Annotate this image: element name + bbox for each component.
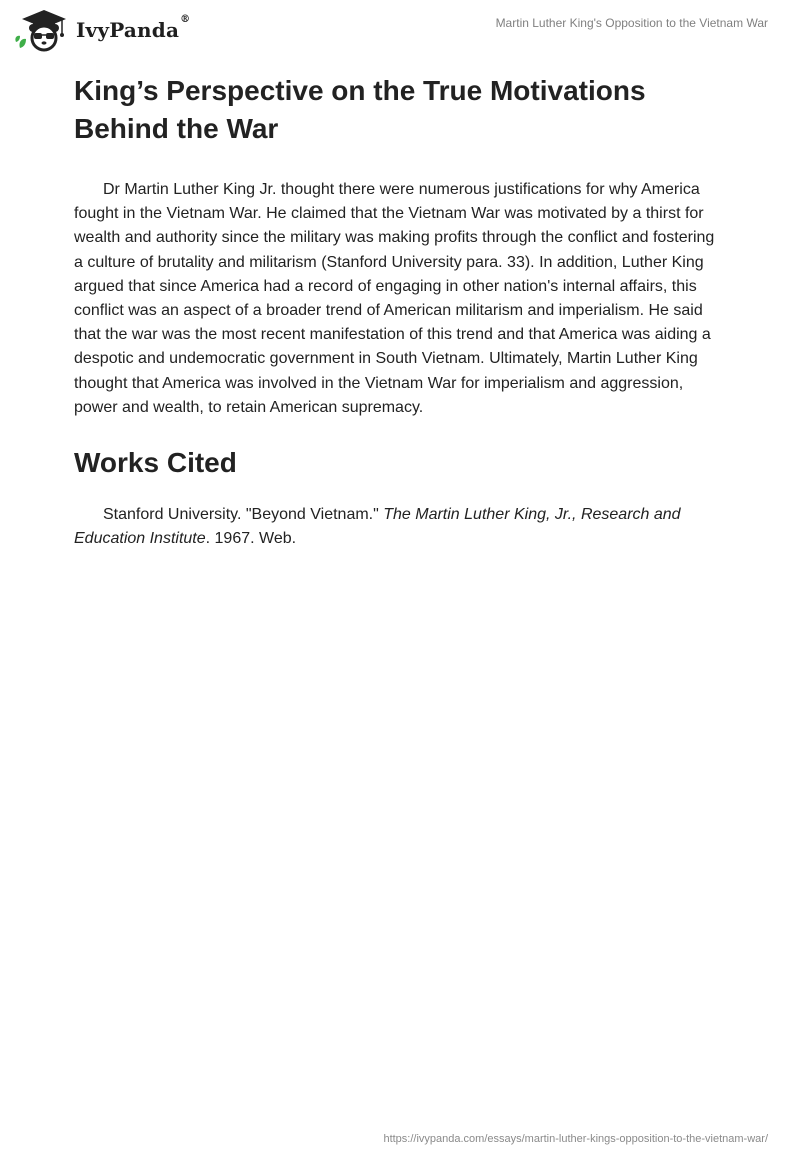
page-header <box>0 0 800 60</box>
section-heading: King’s Perspective on the True Motivations Behind the War <box>74 75 646 144</box>
citation-entry <box>74 503 724 551</box>
citation-rest: . 1967. Web. <box>205 530 297 548</box>
source-url[interactable]: https://ivypanda.com/essays/martin-luther-kings-opposition-to-the-vietnam-war/ <box>383 1133 768 1145</box>
body-paragraph: Dr Martin Luther King Jr. thought there were numerous justifications for why America fought in the Vietnam War. He claimed that the Vietnam War was motivated by a thirst for wealth and authority since the military was making profits through the conflict and fostering a culture of brutality and militarism (Stanford University para. 33). In addition, Luther King argued that since America had a record of engaging in other nation's internal affairs, this conflict was an aspect of a broader trend of American militarism and imperialism. He said that the war was the most recent manifestation of this trend and that America was aiding a despotic and undemocratic government in South Vietnam. Ultimately, Martin Luther King thought that America was involved in the Vietnam War for imperialism and aggression, power and wealth, to retain American supremacy. <box>74 181 715 416</box>
document-title: Martin Luther King's Opposition to the Vietnam War <box>495 16 768 30</box>
registered-mark: ® <box>180 14 191 25</box>
essay-content <box>74 72 724 551</box>
logo-text: IvyPanda® <box>76 14 191 42</box>
ivypanda-logo[interactable] <box>14 8 190 52</box>
citation-source: The Martin Luther King, Jr., Research and Education Institute <box>74 506 681 548</box>
works-cited-heading: Works Cited <box>74 447 237 479</box>
panda-logo-icon <box>14 8 74 52</box>
citation-author-title: Stanford University. "Beyond Vietnam." <box>103 506 384 524</box>
